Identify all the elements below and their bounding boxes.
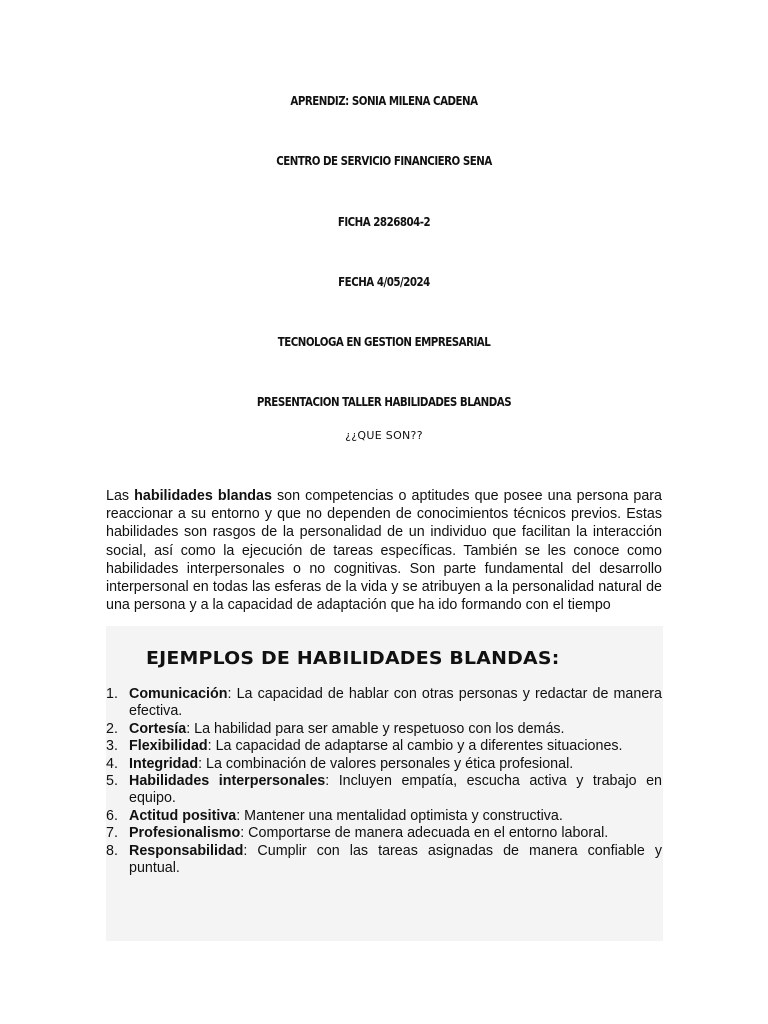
item-description: : Comportarse de manera adecuada en el entorno laboral. — [240, 825, 609, 842]
item-number: 4. — [106, 755, 118, 772]
examples-title: EJEMPLOS DE HABILIDADES BLANDAS: — [146, 648, 560, 669]
item-term: Actitud positiva — [129, 807, 237, 824]
item-description: : Cumplir con las tareas asignadas de manera confiable y puntual. — [129, 842, 662, 877]
intro-body: son competencias o aptitudes que posee una persona para reaccionar a su entorno y que no dependen de conocimientos técnicos previos. Estas habilidades son rasgos de la personalidad de un individuo que facilitan la interacción social, así como la ejecución de tareas específicas. También se les conoce como habilidades interpersonales o no cognitivas. Son parte fundamental del desarrollo interpersonal en todas las esferas de la vida y se atribuyen a la personalidad natural de una persona y a la capacidad de adaptación que ha ido formando con el tiempo — [106, 488, 662, 614]
item-description: : La combinación de valores personales y ética profesional. — [198, 755, 574, 772]
intro-prefix: Las — [106, 488, 135, 504]
training-center: CENTRO DE SERVICIO FINANCIERO SENA — [276, 153, 492, 168]
item-description: : La capacidad de hablar con otras personas y redactar de manera efectiva. — [129, 686, 662, 720]
item-term: Habilidades interpersonales — [129, 773, 326, 790]
list-item — [106, 825, 662, 842]
item-number: 5. — [106, 773, 118, 790]
item-term: Flexibilidad — [129, 738, 208, 755]
list-item — [106, 721, 662, 738]
program-name: TECNOLOGA EN GESTION EMPRESARIAL — [277, 334, 491, 349]
section-question: ¿¿QUE SON?? — [345, 429, 423, 442]
item-number: 7. — [106, 825, 118, 842]
list-item — [106, 686, 662, 721]
item-number: 3. — [106, 738, 118, 755]
examples-list — [106, 686, 662, 877]
item-description: : Mantener una mentalidad optimista y constructiva. — [236, 807, 563, 824]
list-item — [106, 756, 662, 773]
item-number: 8. — [106, 842, 118, 859]
item-term: Profesionalismo — [129, 825, 241, 842]
item-description: : La habilidad para ser amable y respetuoso con los demás. — [186, 720, 565, 737]
list-item — [106, 738, 662, 755]
item-description: : La capacidad de adaptarse al cambio y a diferentes situaciones. — [207, 738, 623, 755]
list-item — [106, 773, 662, 808]
list-item — [106, 808, 662, 825]
item-term: Cortesía — [129, 720, 187, 737]
item-number: 1. — [106, 686, 118, 702]
item-number: 6. — [106, 807, 118, 824]
item-term: Responsabilidad — [129, 842, 244, 859]
item-term: Integridad — [129, 755, 199, 772]
list-item — [106, 843, 662, 878]
presentation-title: PRESENTACION TALLER HABILIDADES BLANDAS — [256, 394, 512, 409]
intro-term: habilidades blandas — [134, 488, 272, 504]
ficha-number: FICHA 2826804-2 — [337, 214, 431, 229]
item-description: : Incluyen empatía, escucha activa y trabajo en equipo. — [129, 773, 662, 807]
document-date: FECHA 4/05/2024 — [338, 274, 430, 289]
item-number: 2. — [106, 720, 118, 737]
item-term: Comunicación — [129, 686, 228, 702]
apprentice-name: APRENDIZ: SONIA MILENA CADENA — [290, 93, 478, 108]
intro-paragraph — [106, 487, 662, 614]
